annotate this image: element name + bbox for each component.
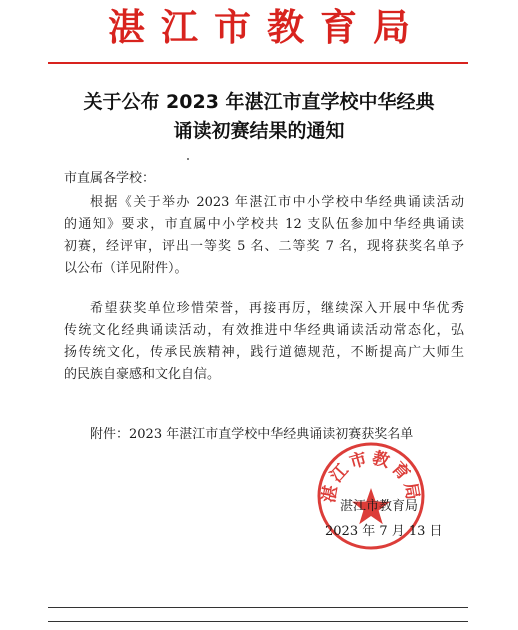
body-paragraph-2 bbox=[64, 298, 464, 386]
seal-text: 湛江市教育局 bbox=[319, 448, 423, 505]
letterhead-red-rule bbox=[48, 62, 468, 64]
footer-rule-top bbox=[48, 607, 468, 608]
paragraph-line: 以公布（详见附件）。 bbox=[64, 261, 188, 276]
body-paragraph-1 bbox=[64, 192, 464, 280]
paragraph-line: 根据《关于举办 2023 年湛江市中小学校中华经典诵读活动 bbox=[90, 195, 464, 210]
document-title bbox=[40, 88, 478, 146]
issuer-signature: 湛江市教育局 bbox=[340, 499, 419, 514]
salutation: 市直属各学校： bbox=[64, 171, 156, 186]
paragraph-line: 传统文化经典诵读活动，有效推进中华经典诵读活动常态化，弘 bbox=[64, 323, 464, 338]
footer-rule-bottom bbox=[48, 621, 468, 622]
paragraph-line: 扬传统文化，传承民族精神，践行道德规范，不断提高广大师生 bbox=[64, 345, 464, 360]
paragraph-line: 初赛，经评审，评出一等奖 5 名、二等奖 7 名，现将获奖名单予 bbox=[64, 239, 464, 254]
title-line-1: 关于公布 2023 年湛江市直学校中华经典 bbox=[83, 91, 435, 113]
issue-date: 2023 年 7 月 13 日 bbox=[325, 524, 443, 539]
paragraph-line: 的通知》要求，市直属中小学校共 12 支队伍参加中华经典诵读 bbox=[64, 217, 464, 232]
paragraph-line: 的民族自豪感和文化自信。 bbox=[64, 367, 221, 382]
title-line-2: 诵读初赛结果的通知 bbox=[173, 120, 345, 142]
letterhead-title: 湛江市教育局 bbox=[108, 5, 426, 49]
paragraph-line: 希望获奖单位珍惜荣誉，再接再厉，继续深入开展中华优秀 bbox=[90, 301, 464, 316]
attachment-note: 附件：2023 年湛江市直学校中华经典诵读初赛获奖名单 bbox=[90, 427, 414, 442]
stray-dot bbox=[187, 158, 189, 160]
